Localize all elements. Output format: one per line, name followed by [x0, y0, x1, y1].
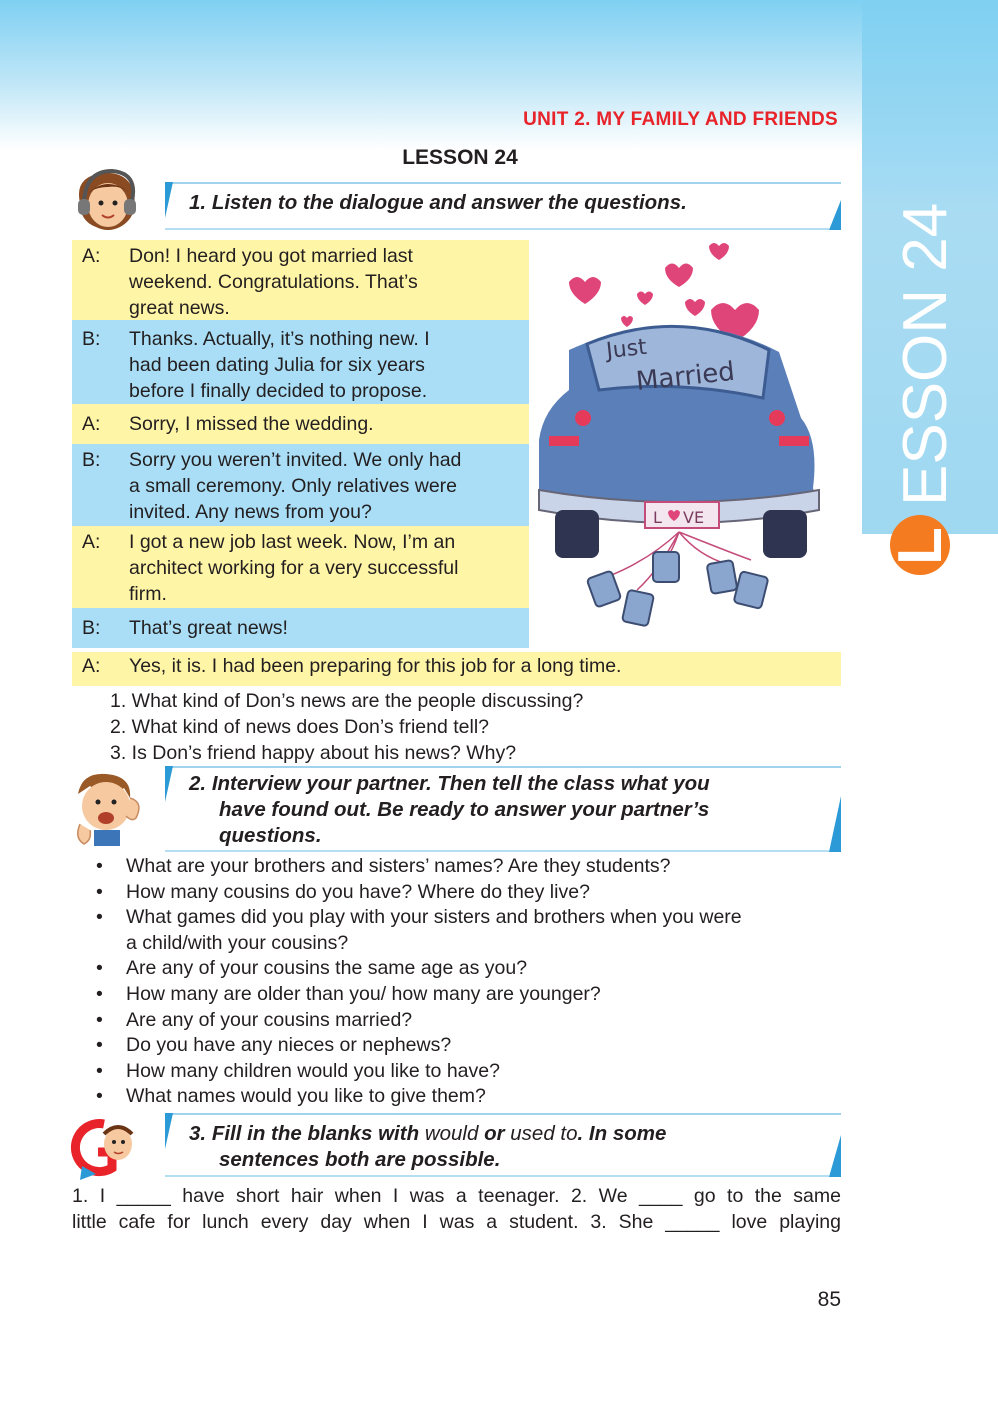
task1-questions — [110, 688, 583, 766]
dialogue-line-text: weekend. Congratulations. That’s — [129, 271, 418, 293]
list-item-text: What names would you like to give them? — [126, 1085, 486, 1108]
license-plate-text-1: L — [653, 508, 662, 527]
list-item — [94, 854, 844, 880]
interview-questions-list — [94, 854, 844, 1110]
task2-instruction — [189, 771, 811, 849]
exercise-line: little cafe for lunch every day when I was a student. 3. She _____ love playing — [72, 1211, 841, 1233]
dialogue-line — [129, 243, 519, 321]
banner-top-line — [165, 766, 841, 768]
question-item: 1. What kind of Don’s news are the people discussing? — [110, 690, 584, 712]
dialogue-row — [72, 652, 841, 686]
list-item — [94, 956, 844, 982]
dialogue-row — [72, 526, 529, 608]
list-item-text: Do you have any nieces or nephews? — [126, 1034, 452, 1057]
dialogue-line-text: Sorry you weren’t invited. We only had — [129, 449, 462, 471]
bullet-icon: • — [96, 1059, 103, 1082]
question-item: 2. What kind of news does Don’s friend tell? — [110, 716, 490, 738]
dialogue-speaker: A: — [82, 531, 101, 553]
dialogue-line-text: Don! I heard you got married last — [129, 245, 413, 267]
dialogue-speaker: A: — [82, 655, 101, 677]
task2-instruction-text: Interview your partner. Then tell the class what you — [211, 772, 710, 795]
list-item — [94, 880, 844, 906]
task2-banner — [165, 766, 841, 852]
grammar-g-character-icon — [68, 1114, 148, 1189]
bullet-icon: • — [96, 906, 103, 929]
dialogue-line-text: great news. — [129, 297, 230, 319]
task2-instruction-text: questions. — [219, 824, 322, 847]
dialogue-speaker: B: — [82, 328, 101, 350]
just-married-car-illustration — [529, 240, 841, 652]
page-number: 85 — [817, 1288, 841, 1311]
dialogue-row — [72, 608, 529, 648]
list-item — [94, 1059, 844, 1085]
dialogue-line-text: architect working for a very successful — [129, 557, 459, 579]
dialogue-line — [129, 653, 831, 679]
banner-top-line — [165, 182, 841, 184]
list-item — [94, 1033, 844, 1059]
dialogue-line — [129, 326, 519, 404]
task3-instruction-text: sentences both are possible. — [219, 1148, 501, 1171]
banner-left-wedge — [165, 766, 173, 802]
list-item — [94, 1008, 844, 1034]
bullet-icon: • — [96, 855, 103, 877]
bullet-icon: • — [96, 880, 103, 903]
dialogue-line-text: before I finally decided to propose. — [129, 380, 428, 402]
dialogue-line-text: Thanks. Actually, it’s nothing new. I — [129, 328, 430, 350]
list-item — [94, 982, 844, 1008]
license-plate-text-2: VE — [683, 508, 705, 527]
list-item-text: How many are older than you/ how many are younger? — [126, 982, 601, 1005]
bullet-icon: • — [96, 1034, 103, 1057]
task3-instruction-text: . In some — [577, 1122, 667, 1145]
list-item-text: How many children would you like to have? — [126, 1059, 500, 1082]
task2-number: 2. — [189, 772, 207, 795]
task3-banner — [165, 1113, 841, 1177]
side-lesson-text: ESSON 24 — [891, 202, 960, 506]
dialogue-row — [72, 444, 529, 526]
dialogue-row — [72, 320, 529, 404]
banner-right-wedge — [829, 796, 841, 852]
banner-bottom-line — [165, 850, 829, 852]
dialogue-speaker: B: — [82, 449, 101, 471]
banner-left-wedge — [165, 1113, 173, 1149]
fill-in-exercise-text — [72, 1183, 841, 1235]
lesson-title: LESSON 24 — [402, 146, 518, 169]
question-item: 3. Is Don’s friend happy about his news? Why? — [110, 742, 517, 764]
list-item-text: How many cousins do you have? Where do they live? — [126, 880, 590, 903]
task3-keyword: would — [424, 1122, 479, 1145]
bullet-icon: • — [96, 1008, 103, 1031]
dialogue-line — [129, 447, 519, 525]
dialogue-line-text: That’s great news! — [129, 617, 288, 639]
tin-cans-icon — [587, 552, 769, 626]
banner-bottom-line — [165, 228, 829, 230]
dialogue-row — [72, 404, 529, 444]
dialogue-line-text: Sorry, I missed the wedding. — [129, 413, 374, 435]
dialogue-speaker: A: — [82, 413, 101, 435]
bullet-icon: • — [96, 1085, 103, 1108]
unit-title: UNIT 2. MY FAMILY AND FRIENDS — [523, 109, 838, 130]
dialogue-line-text: had been dating Julia for six years — [129, 354, 425, 376]
dialogue-line-text: Yes, it is. I had been preparing for this job for a long time. — [129, 655, 622, 677]
task2-instruction-text: have found out. Be ready to answer your partner’s — [219, 798, 710, 821]
list-item-text: Are any of your cousins married? — [126, 1008, 413, 1031]
list-item-text: Are any of your cousins the same age as you? — [126, 957, 528, 980]
dialogue-speaker: B: — [82, 617, 101, 639]
banner-right-wedge — [829, 200, 841, 230]
list-item-text: a child/with your cousins? — [126, 931, 349, 954]
dialogue-row — [72, 240, 529, 320]
side-lesson-label-graphic — [862, 180, 998, 580]
dialogue-line-text: a small ceremony. Only relatives were — [129, 475, 457, 497]
task3-instruction — [189, 1121, 811, 1173]
task1-instruction-text: Listen to the dialogue and answer the questions. — [211, 191, 687, 214]
car-window-text-2: Married — [634, 356, 737, 397]
list-item — [94, 1084, 844, 1110]
task1-instruction — [189, 190, 811, 216]
dialogue-speaker: A: — [82, 245, 101, 267]
dialogue-line-text: firm. — [129, 583, 167, 605]
car-window-text-1: Just — [605, 334, 648, 364]
dialogue-line — [129, 411, 519, 437]
task3-keyword: used to — [510, 1122, 578, 1145]
banner-left-wedge — [165, 182, 173, 218]
banner-top-line — [165, 1113, 841, 1115]
banner-right-wedge — [829, 1135, 841, 1177]
list-item — [94, 905, 844, 956]
boy-calling-icon — [66, 768, 148, 853]
task1-number: 1. — [189, 191, 207, 214]
list-item-text: What games did you play with your sisters and brothers when you were — [126, 906, 742, 929]
list-item-text: What are your brothers and sisters’ names? Are they students? — [126, 855, 671, 877]
dialogue-line — [129, 615, 519, 641]
bullet-icon: • — [96, 982, 103, 1005]
dialogue-line — [129, 529, 519, 607]
dialogue-line-text: invited. Any news from you? — [129, 501, 372, 523]
dialogue-line-text: I got a new job last week. Now, I’m an — [129, 531, 456, 553]
task3-instruction-text: Fill in the blanks with — [211, 1122, 420, 1145]
exercise-line: 1. I _____ have short hair when I was a teenager. 2. We ____ go to the same — [72, 1185, 841, 1207]
task3-instruction-text: or — [484, 1122, 505, 1145]
task3-instruction-line — [189, 1121, 811, 1147]
side-lesson-initial: L — [886, 527, 955, 565]
side-lesson-label — [862, 180, 998, 580]
task1-banner — [165, 182, 841, 230]
banner-bottom-line — [165, 1175, 829, 1177]
task2-instruction-line — [189, 771, 811, 797]
girl-with-headphones-icon — [68, 165, 148, 240]
task3-number: 3. — [189, 1122, 207, 1145]
bullet-icon: • — [96, 957, 103, 980]
